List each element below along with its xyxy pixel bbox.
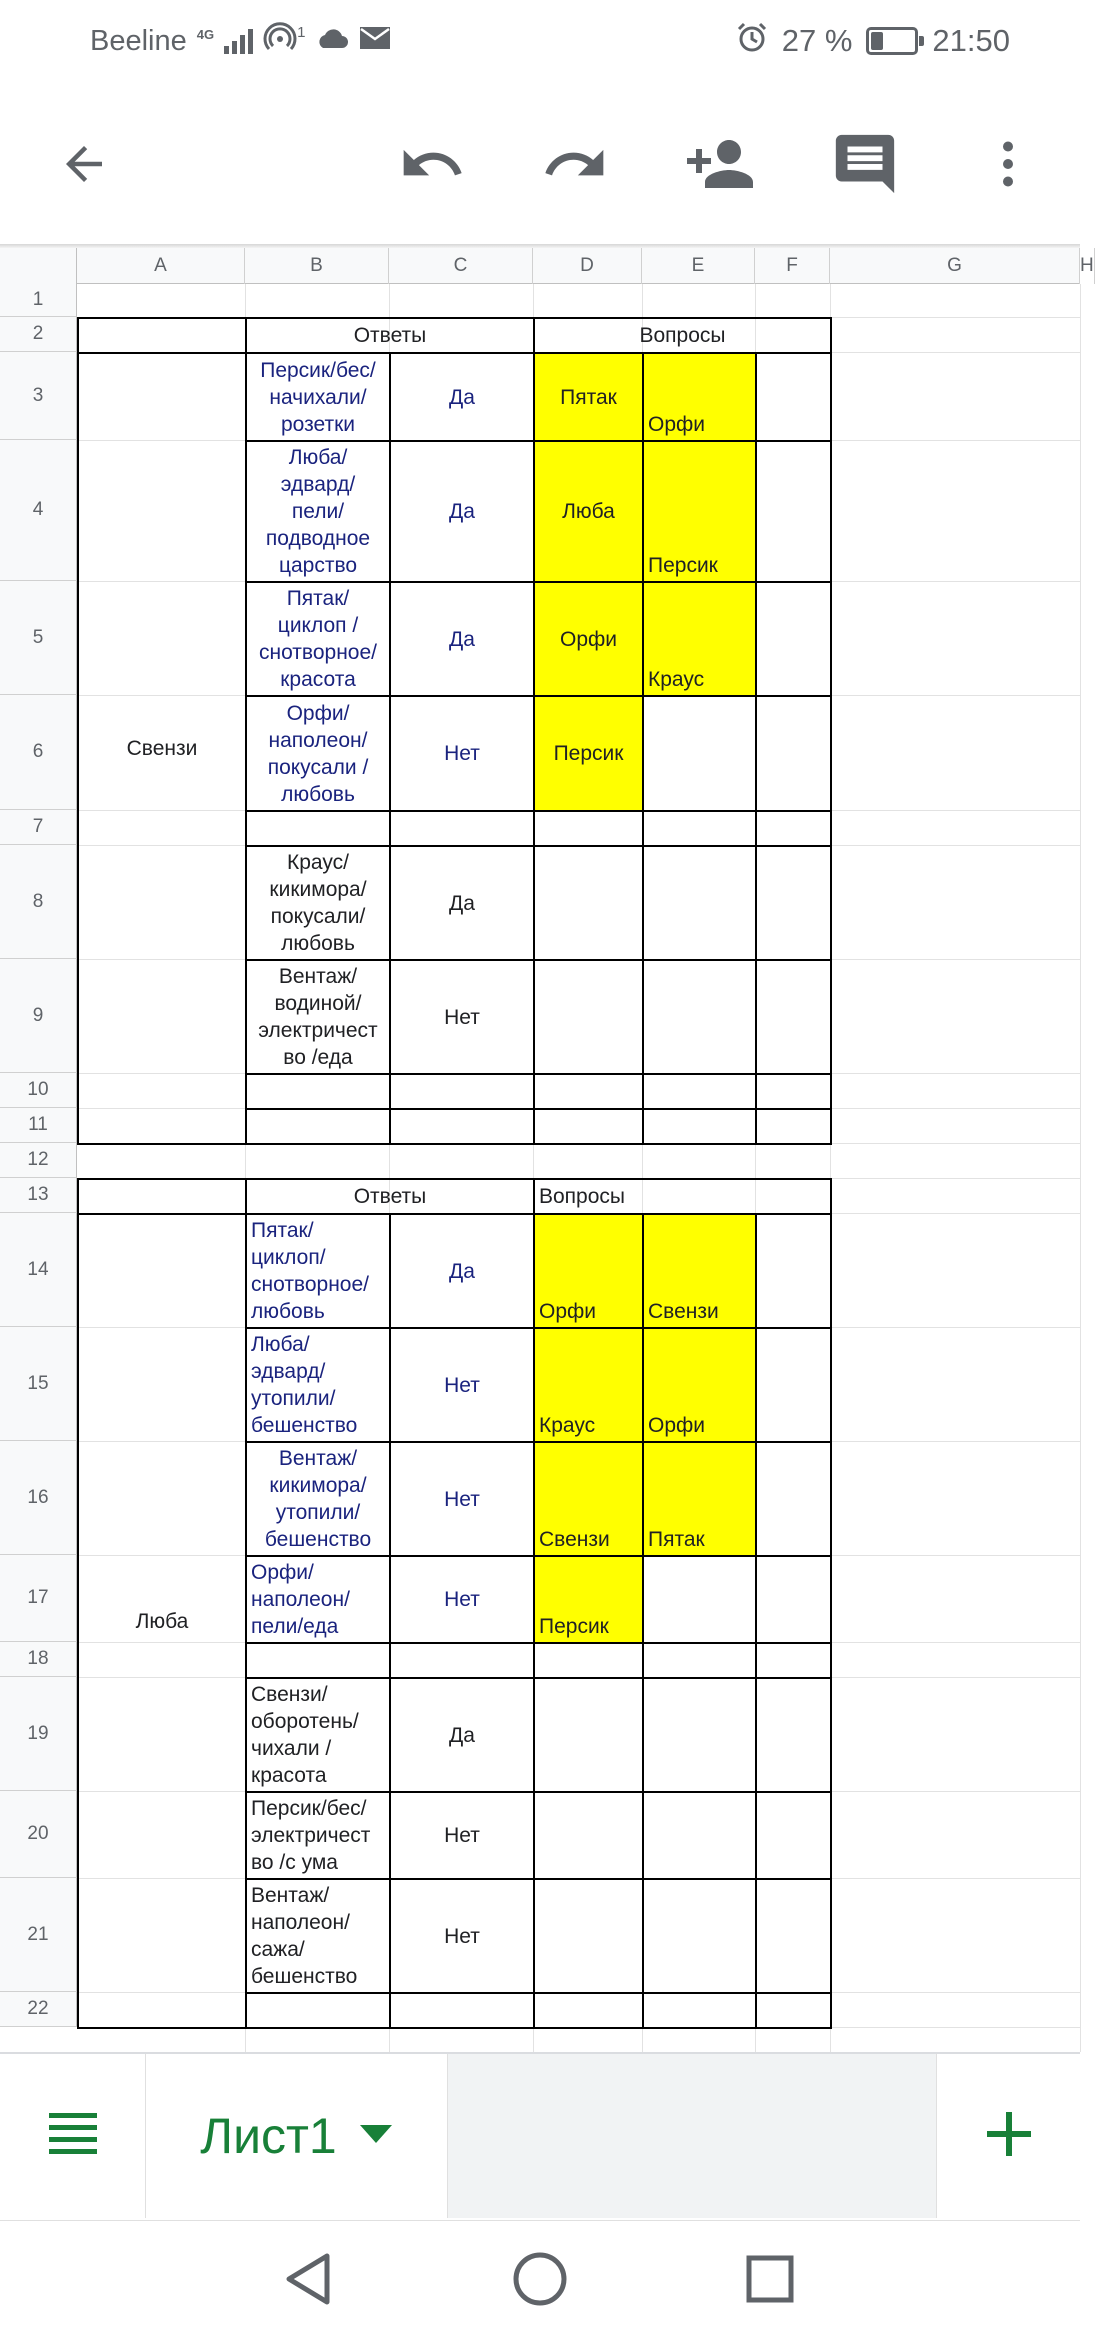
- table2-answer-result[interactable]: Нет: [389, 1791, 535, 1880]
- table1-question-d[interactable]: Персик: [533, 695, 644, 812]
- column-header[interactable]: H: [1080, 248, 1095, 284]
- nav-home-button[interactable]: [510, 2251, 570, 2311]
- table2-answer-text[interactable]: Вентаж/ кикимора/ утопили/ бешенство: [245, 1441, 391, 1557]
- table2-empty-cell[interactable]: [755, 1992, 832, 2029]
- table1-empty-cell[interactable]: [755, 1073, 832, 1110]
- sheet-tabs-empty-area: [448, 2054, 936, 2218]
- table2-answer-result[interactable]: Нет: [389, 1878, 535, 1994]
- table1-question-f[interactable]: [755, 959, 832, 1075]
- more-options-button[interactable]: [968, 126, 1048, 206]
- table2-answer-text[interactable]: Вентаж/ наполеон/ сажа/ бешенство: [245, 1878, 391, 1994]
- table1-question-d[interactable]: [533, 845, 644, 961]
- table1-answer-result[interactable]: Да: [389, 352, 535, 442]
- add-sheet-button[interactable]: [936, 2054, 1080, 2218]
- table2-answer-text[interactable]: Свензи/ оборотень/ чихали / красота: [245, 1677, 391, 1793]
- clock: 21:50: [932, 23, 1010, 58]
- table2-empty-cell[interactable]: [389, 1992, 535, 2029]
- table1-question-e[interactable]: Орфи: [642, 352, 757, 442]
- table1-question-f[interactable]: [755, 440, 832, 583]
- dropdown-triangle-icon[interactable]: [359, 2124, 393, 2149]
- status-bar: [0, 0, 1080, 84]
- sheet-tabs-bar: [0, 2052, 1080, 2218]
- more-vert-icon: [978, 134, 1038, 199]
- row-header[interactable]: 3: [0, 352, 77, 440]
- status-left: [90, 20, 391, 62]
- redo-button[interactable]: [535, 126, 615, 206]
- table1-empty-cell[interactable]: [533, 1073, 644, 1110]
- table1-question-d[interactable]: [533, 959, 644, 1075]
- arrow-back-icon: [57, 137, 111, 196]
- table2-person-cell[interactable]: Люба: [77, 1213, 247, 2029]
- table1-question-d[interactable]: Люба: [533, 440, 644, 583]
- cell-area[interactable]: [0, 284, 1080, 2052]
- gridline: [1080, 284, 1081, 2052]
- battery-icon: [866, 27, 918, 55]
- sheets-toolbar: [0, 84, 1080, 244]
- table1-answer-result[interactable]: Нет: [389, 959, 535, 1075]
- table1-empty-cell[interactable]: [389, 1073, 535, 1110]
- mail-icon: [359, 25, 391, 58]
- row-header[interactable]: 13: [0, 1178, 77, 1213]
- undo-icon: [398, 130, 466, 203]
- table1-answer-text[interactable]: Персик/бес/ начихали/ розетки: [245, 352, 391, 442]
- table2-question-f[interactable]: [755, 1555, 832, 1644]
- spreadsheet-grid[interactable]: [0, 248, 1094, 2052]
- column-header[interactable]: G: [830, 248, 1080, 284]
- row-header[interactable]: 19: [0, 1677, 77, 1791]
- table2-question-e[interactable]: [642, 1791, 757, 1880]
- table2-answer-result[interactable]: Нет: [389, 1327, 535, 1443]
- row-header[interactable]: 15: [0, 1327, 77, 1441]
- table1-question-f[interactable]: [755, 581, 832, 697]
- table1-question-f[interactable]: [755, 695, 832, 812]
- table2-answer-result[interactable]: Да: [389, 1677, 535, 1793]
- table1-answer-text[interactable]: Вентаж/ водиной/ электричест во /еда: [245, 959, 391, 1075]
- row-header[interactable]: 11: [0, 1108, 77, 1143]
- column-header[interactable]: D: [533, 248, 642, 284]
- table2-question-e[interactable]: [642, 1555, 757, 1644]
- row-header[interactable]: 22: [0, 1992, 77, 2027]
- table2-empty-cell[interactable]: [245, 1992, 391, 2029]
- table2-answer-text[interactable]: [245, 1642, 391, 1679]
- table1-header-a[interactable]: [77, 317, 247, 354]
- table1-question-d[interactable]: [533, 810, 644, 847]
- row-header[interactable]: 17: [0, 1555, 77, 1642]
- table2-question-d[interactable]: [533, 1878, 644, 1994]
- table2-question-f[interactable]: [755, 1677, 832, 1793]
- table1-question-f[interactable]: [755, 810, 832, 847]
- table2-header-a[interactable]: [77, 1178, 247, 1215]
- row-header[interactable]: 10: [0, 1073, 77, 1108]
- table2-answer-text[interactable]: Персик/бес/ электричест во /с ума: [245, 1791, 391, 1880]
- column-header[interactable]: B: [245, 248, 389, 284]
- hotspot-icon: [263, 22, 297, 60]
- network-type: 4G: [196, 26, 215, 42]
- table1-question-e[interactable]: [642, 959, 757, 1075]
- person-add-icon: [684, 128, 756, 205]
- sheet-tab-list1[interactable]: [145, 2054, 448, 2218]
- table1-answer-text[interactable]: Люба/ эдвард/ пели/ подводное царство: [245, 440, 391, 583]
- table1-answer-text[interactable]: Пятак/ циклоп / снотворное/ красота: [245, 581, 391, 697]
- add-sheet-icon: [984, 2109, 1034, 2164]
- battery-percent: 27 %: [781, 23, 853, 58]
- sheet-tab-label: Лист1: [200, 2108, 337, 2164]
- column-header[interactable]: A: [77, 248, 245, 284]
- table2-empty-cell[interactable]: [533, 1992, 644, 2029]
- table2-question-d[interactable]: [533, 1677, 644, 1793]
- table2-question-e[interactable]: [642, 1878, 757, 1994]
- row-header[interactable]: 6: [0, 695, 77, 810]
- table2-answer-text[interactable]: Пятак/ циклоп/ снотворное/ любовь: [245, 1213, 391, 1329]
- signal-icon: [224, 28, 253, 54]
- table1-question-d[interactable]: Орфи: [533, 581, 644, 697]
- table2-question-e[interactable]: [642, 1677, 757, 1793]
- row-header[interactable]: 4: [0, 440, 77, 581]
- table1-question-e[interactable]: [642, 695, 757, 812]
- carrier-name: Beeline: [90, 24, 187, 57]
- column-header[interactable]: E: [642, 248, 755, 284]
- table1-answers-header[interactable]: Ответы: [245, 317, 535, 354]
- table1-empty-cell[interactable]: [755, 1108, 832, 1145]
- share-button[interactable]: [680, 126, 760, 206]
- table2-question-d[interactable]: Персик: [533, 1555, 644, 1644]
- table1-answer-text[interactable]: Краус/ кикимора/ покусали/ любовь: [245, 845, 391, 961]
- row-header[interactable]: 9: [0, 959, 77, 1073]
- table2-questions-header[interactable]: Вопросы: [533, 1178, 832, 1215]
- table1-questions-header[interactable]: Вопросы: [533, 317, 832, 354]
- table1-empty-cell[interactable]: [533, 1108, 644, 1145]
- table2-answer-result[interactable]: Нет: [389, 1555, 535, 1644]
- table2-question-f[interactable]: [755, 1878, 832, 1994]
- row-header[interactable]: 1: [0, 284, 77, 317]
- table2-question-d[interactable]: Орфи: [533, 1213, 644, 1329]
- table2-question-f[interactable]: [755, 1327, 832, 1443]
- select-all-corner[interactable]: [0, 248, 77, 284]
- table1-answer-result[interactable]: [389, 810, 535, 847]
- table2-question-e[interactable]: Орфи: [642, 1327, 757, 1443]
- nav-home-icon: [512, 2251, 568, 2312]
- table2-question-e[interactable]: [642, 1642, 757, 1679]
- table1-empty-cell[interactable]: [245, 1108, 391, 1145]
- nav-back-icon: [283, 2252, 333, 2311]
- table2-question-d[interactable]: [533, 1642, 644, 1679]
- column-header[interactable]: C: [389, 248, 533, 284]
- table1-empty-cell[interactable]: [642, 1073, 757, 1110]
- table1-question-e[interactable]: [642, 810, 757, 847]
- table1-person-cell[interactable]: Свензи: [77, 352, 247, 1145]
- row-header[interactable]: 12: [0, 1143, 77, 1178]
- comment-icon: [830, 129, 900, 204]
- table2-question-f[interactable]: [755, 1791, 832, 1880]
- table1-question-d[interactable]: Пятак: [533, 352, 644, 442]
- table2-question-e[interactable]: Пятак: [642, 1441, 757, 1557]
- alarm-icon: [736, 21, 768, 61]
- undo-button[interactable]: [392, 126, 472, 206]
- table2-question-d[interactable]: Краус: [533, 1327, 644, 1443]
- table1-answer-result[interactable]: Нет: [389, 695, 535, 812]
- table1-question-e[interactable]: Персик: [642, 440, 757, 583]
- table2-answer-text[interactable]: Люба/ эдвард/ утопили/ бешенство: [245, 1327, 391, 1443]
- row-header[interactable]: 2: [0, 317, 77, 352]
- cloud-icon: [315, 25, 349, 58]
- table2-question-d[interactable]: Свензи: [533, 1441, 644, 1557]
- nav-recents-button[interactable]: [740, 2251, 800, 2311]
- table1-empty-cell[interactable]: [642, 1108, 757, 1145]
- back-button[interactable]: [44, 126, 124, 206]
- table1-question-e[interactable]: [642, 845, 757, 961]
- table1-answer-text[interactable]: Орфи/ наполеон/ покусали / любовь: [245, 695, 391, 812]
- table1-answer-result[interactable]: Да: [389, 581, 535, 697]
- table2-answer-text[interactable]: Орфи/ наполеон/ пели/еда: [245, 1555, 391, 1644]
- row-header[interactable]: 8: [0, 845, 77, 959]
- row-header[interactable]: 16: [0, 1441, 77, 1555]
- status-right: [736, 20, 1010, 62]
- nav-recents-icon: [745, 2254, 795, 2309]
- all-sheets-button[interactable]: [0, 2054, 145, 2218]
- table2-empty-cell[interactable]: [642, 1992, 757, 2029]
- table1-empty-cell[interactable]: [245, 1073, 391, 1110]
- table1-question-f[interactable]: [755, 352, 832, 442]
- sheets-list-icon: [47, 2111, 99, 2162]
- row-header[interactable]: 21: [0, 1878, 77, 1992]
- table1-empty-cell[interactable]: [389, 1108, 535, 1145]
- system-nav-bar: [0, 2220, 1080, 2340]
- table2-answers-header[interactable]: Ответы: [245, 1178, 535, 1215]
- table1-answer-result[interactable]: Да: [389, 440, 535, 583]
- row-header[interactable]: 7: [0, 810, 77, 845]
- table1-answer-result[interactable]: Да: [389, 845, 535, 961]
- row-header[interactable]: 5: [0, 581, 77, 695]
- redo-icon: [541, 130, 609, 203]
- table2-question-f[interactable]: [755, 1441, 832, 1557]
- table2-question-d[interactable]: [533, 1791, 644, 1880]
- table1-question-e[interactable]: Краус: [642, 581, 757, 697]
- row-header[interactable]: 18: [0, 1642, 77, 1677]
- table2-question-f[interactable]: [755, 1642, 832, 1679]
- column-header[interactable]: F: [755, 248, 830, 284]
- row-header[interactable]: 20: [0, 1791, 77, 1878]
- table2-question-f[interactable]: [755, 1213, 832, 1329]
- table2-question-e[interactable]: Свензи: [642, 1213, 757, 1329]
- column-headers: [0, 248, 1094, 284]
- comment-button[interactable]: [825, 126, 905, 206]
- table2-answer-result[interactable]: Нет: [389, 1441, 535, 1557]
- table1-answer-text[interactable]: [245, 810, 391, 847]
- table2-answer-result[interactable]: [389, 1642, 535, 1679]
- table2-answer-result[interactable]: Да: [389, 1213, 535, 1329]
- row-header[interactable]: 14: [0, 1213, 77, 1327]
- notification-count: 1: [297, 23, 306, 41]
- nav-back-button[interactable]: [278, 2251, 338, 2311]
- table1-question-f[interactable]: [755, 845, 832, 961]
